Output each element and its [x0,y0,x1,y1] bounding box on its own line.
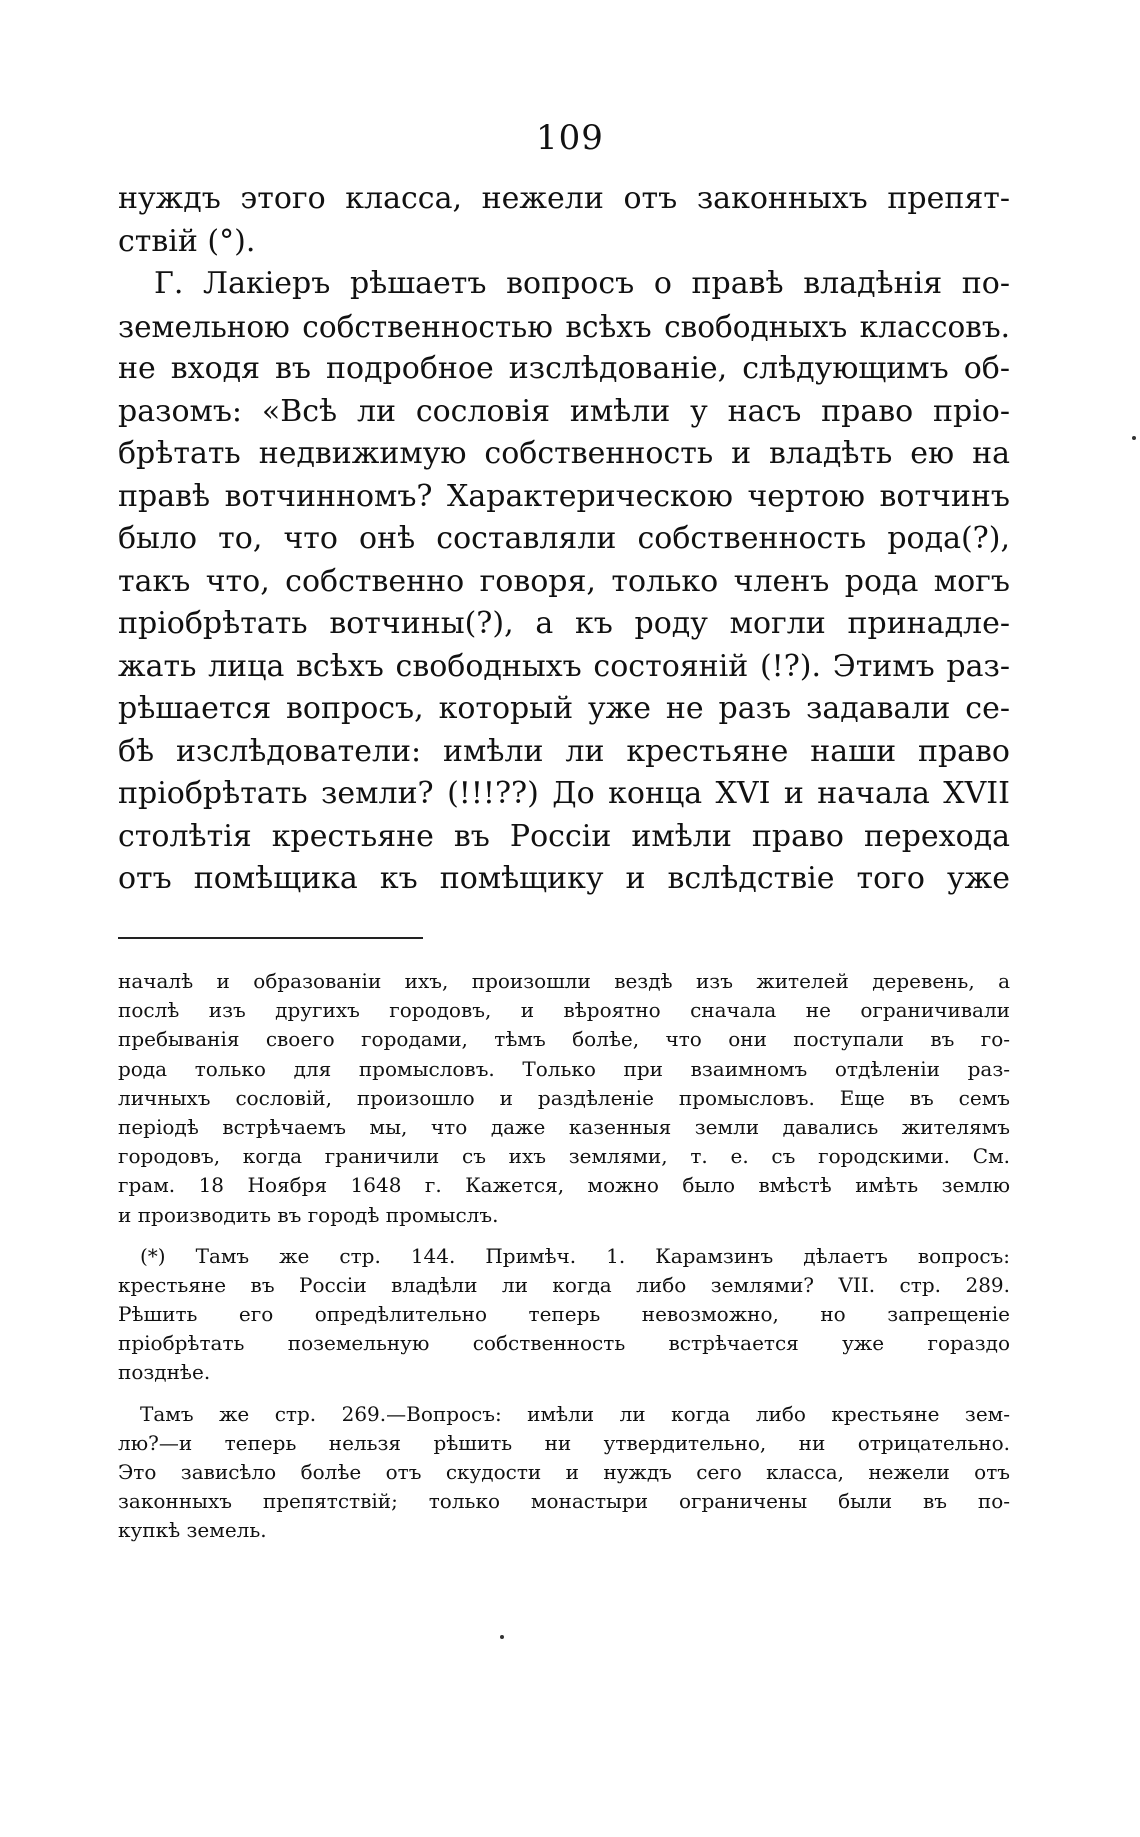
footnote-line: пріобрѣтать поземельную собственность встрѣчается уже гораздо [118,1331,1010,1356]
footnote-line: позднѣе. [118,1360,211,1385]
footnote-spacer [118,1388,1010,1400]
footnote-line: Тамъ же стр. 269.—Вопросъ: имѣли ли когда либо крестьяне зем- [140,1401,1010,1426]
footnote-line: лю?—и теперь нельзя рѣшить ни утвердительно, ни отрицательно. [118,1430,1010,1455]
main-text-line: брѣтать недвижимую собственность и владѣть ею на [118,436,1010,471]
footnote-line: и производить въ городѣ промыслъ. [118,1202,499,1227]
footnote-line: (*) Тамъ же стр. 144. Примѣч. 1. Карамзинъ дѣлаетъ вопросъ: [140,1243,1010,1268]
page-number: 109 [536,118,604,158]
footnote-line: началѣ и образованіи ихъ, произошли вездѣ изъ жителей деревень, а [118,969,1010,993]
footnote-line: періодѣ встрѣчаемъ мы, что даже казенныя земли давались жителямъ [118,1114,1010,1139]
main-text-line: отъ помѣщика къ помѣщику и вслѣдствіе того уже [118,861,1010,896]
footnote-line: законныхъ препятствій; только монастыри ограничены были въ по- [118,1489,1010,1514]
print-speck [500,1635,504,1639]
main-text-line: пріобрѣтать вотчины(?), а къ роду могли принадле- [118,606,1010,641]
footnote-line: крестьяне въ Россіи владѣли ли когда либо землями? VII. стр. 289. [118,1272,1010,1297]
main-text-line: жать лица всѣхъ свободныхъ состояній (!?). Этимъ раз- [118,648,1010,684]
main-text-line: правѣ вотчинномъ? Характерическою чертою вотчинъ [118,478,1010,514]
main-text-line: такъ что, собственно говоря, только членъ рода могъ [118,563,1010,599]
main-text-line: Г. Лакіеръ рѣшаетъ вопросъ о правѣ владѣнія по- [154,266,1010,301]
footnote-line: грам. 18 Ноября 1648 г. Кажется, можно было вмѣстѣ имѣть землю [118,1173,1010,1198]
footnote-line: пребыванія своего городами, тѣмъ болѣе, что они поступали въ го- [118,1027,1010,1052]
footnote-line: Это зависѣло болѣе отъ скудости и нуждъ сего класса, нежели отъ [118,1460,1010,1484]
main-text-line: не входя въ подробное изслѣдованіе, слѣдующимъ об- [118,351,1010,386]
main-text [118,178,1010,901]
footnote-line: послѣ изъ другихъ городовъ, и вѣроятно сначала не ограничивали [118,998,1010,1023]
main-text-line: было то, что онѣ составляли собственность рода(?), [118,521,1010,556]
footnotes [118,967,1010,1546]
footnote-line: Рѣшить его опредѣлительно теперь невозможно, но запрещеніе [118,1302,1010,1327]
main-text-line: ствій (°). [118,223,256,259]
main-text-line: разомъ: «Всѣ ли сословія имѣли у насъ право пріо- [118,393,1010,429]
footnote-divider [118,937,423,939]
footnote-line: личныхъ сословій, произошло и раздѣленіе промысловъ. Еще въ семъ [118,1085,1010,1110]
footnote-line: рода только для промысловъ. Только при взаимномъ отдѣленіи раз- [118,1056,1010,1081]
print-speck [1132,436,1136,440]
main-text-line: рѣшается вопросъ, который уже не разъ задавали се- [118,691,1010,726]
main-text-line: земельною собственностью всѣхъ свободныхъ классовъ. [118,309,1010,344]
footnote-line: городовъ, когда граничили съ ихъ землями, т. е. съ городскими. См. [118,1144,1010,1169]
main-text-line: нуждъ этого класса, нежели отъ законныхъ препят- [118,181,1010,216]
main-text-line: бѣ изслѣдователи: имѣли ли крестьяне наши право [118,733,1010,769]
footnote-spacer [118,1230,1010,1242]
footnote-line: купкѣ земель. [118,1518,267,1543]
main-text-line: пріобрѣтать земли? (!!!??) До конца XVI и начала XVII [118,776,1010,811]
main-text-line: столѣтія крестьяне въ Россіи имѣли право перехода [118,818,1010,854]
